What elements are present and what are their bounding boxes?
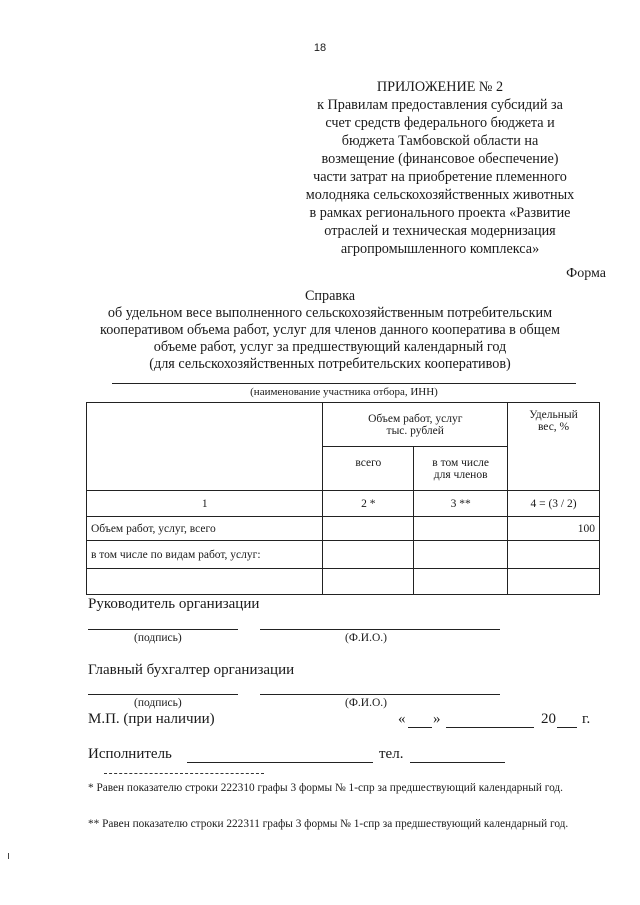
phone-label: тел.	[379, 746, 404, 762]
date-day-line[interactable]	[408, 727, 432, 728]
row-label: Объем работ, услуг, всего	[87, 517, 323, 541]
certificate-line: объеме работ, услуг за предшествующий календарный год	[153, 339, 507, 355]
executor-label: Исполнитель	[88, 746, 172, 762]
column-number: 4 = (3 / 2)	[508, 491, 600, 517]
appendix-line: в рамках регионального проекта «Развитие	[309, 205, 571, 221]
year-prefix: 20	[541, 711, 556, 727]
column-number: 1	[87, 491, 323, 517]
empty-header-cell	[87, 403, 323, 491]
appendix-line: отраслей и техническая модернизация	[324, 223, 556, 239]
data-table	[86, 402, 600, 595]
appendix-line: к Правилам предоставления субсидий за	[317, 97, 563, 113]
table-row	[87, 517, 600, 541]
signature-caption: (подпись)	[134, 697, 182, 709]
table-row	[87, 569, 600, 595]
row-label: в том числе по видам работ, услуг:	[87, 541, 323, 569]
year-line[interactable]	[557, 727, 577, 728]
volume-header: Объем работ, услуг тыс. рублей	[323, 403, 508, 447]
column-number: 2 *	[323, 491, 414, 517]
total-header: всего	[323, 447, 414, 491]
input-cell[interactable]	[414, 541, 508, 569]
input-cell[interactable]	[323, 569, 414, 595]
share-header: Удельный вес, %	[508, 403, 600, 491]
input-cell[interactable]	[414, 517, 508, 541]
accountant-label: Главный бухгалтер организации	[88, 662, 295, 678]
footnote: ** Равен показателю строки 222311 графы 3 формы № 1-спр за предшествующий календарный год.	[88, 818, 569, 830]
appendix-title: ПРИЛОЖЕНИЕ № 2	[376, 79, 504, 95]
footnote-separator	[104, 773, 264, 774]
year-suffix: г.	[582, 711, 591, 727]
executor-name-line[interactable]	[187, 762, 373, 763]
members-header: в том числе для членов	[414, 447, 508, 491]
accountant-name-line[interactable]	[260, 694, 500, 695]
certificate-title: Справка	[304, 288, 356, 304]
date-open-quote: «	[398, 711, 406, 727]
share-value: 100	[508, 517, 600, 541]
name-caption: (Ф.И.О.)	[345, 632, 387, 644]
appendix-line: части затрат на приобретение племенного	[313, 169, 567, 185]
head-signature-line[interactable]	[88, 629, 238, 630]
appendix-line: бюджета Тамбовской области на	[341, 133, 539, 149]
accountant-signature-line[interactable]	[88, 694, 238, 695]
certificate-line: об удельном весе выполненного сельскохозяйственным потребительским	[107, 305, 553, 321]
footnote: * Равен показателю строки 222310 графы 3 формы № 1-спр за предшествующий календарный год.	[88, 782, 563, 794]
date-close-quote: »	[433, 711, 441, 727]
input-cell[interactable]	[87, 569, 323, 595]
certificate-line: кооперативом объема работ, услуг для членов данного кооператива в общем	[100, 322, 560, 338]
input-cell[interactable]	[323, 517, 414, 541]
table-row	[87, 541, 600, 569]
appendix-line: молодняка сельскохозяйственных животных	[305, 187, 575, 203]
appendix-line: счет средств федерального бюджета и	[325, 115, 555, 131]
appendix-line: агропромышленного комплекса»	[340, 241, 540, 257]
certificate-line: (для сельскохозяйственных потребительских кооперативов)	[149, 356, 511, 372]
signature-caption: (подпись)	[134, 632, 182, 644]
certificate-title-block	[60, 288, 600, 373]
form-label: Форма	[566, 266, 606, 281]
head-label: Руководитель организации	[88, 596, 260, 612]
phone-line[interactable]	[410, 762, 505, 763]
scan-mark	[8, 853, 9, 859]
head-name-line[interactable]	[260, 629, 500, 630]
input-cell[interactable]	[508, 569, 600, 595]
participant-name-line[interactable]	[112, 383, 576, 384]
date-month-line[interactable]	[446, 727, 534, 728]
input-cell[interactable]	[508, 541, 600, 569]
appendix-line: возмещение (финансовое обеспечение)	[321, 151, 559, 167]
name-caption: (Ф.И.О.)	[345, 697, 387, 709]
input-cell[interactable]	[323, 541, 414, 569]
input-cell[interactable]	[414, 569, 508, 595]
page-number: 18	[313, 42, 327, 54]
stamp-label: М.П. (при наличии)	[88, 711, 215, 727]
appendix-header	[280, 78, 600, 258]
participant-caption: (наименование участника отбора, ИНН)	[250, 386, 438, 398]
column-number: 3 **	[414, 491, 508, 517]
